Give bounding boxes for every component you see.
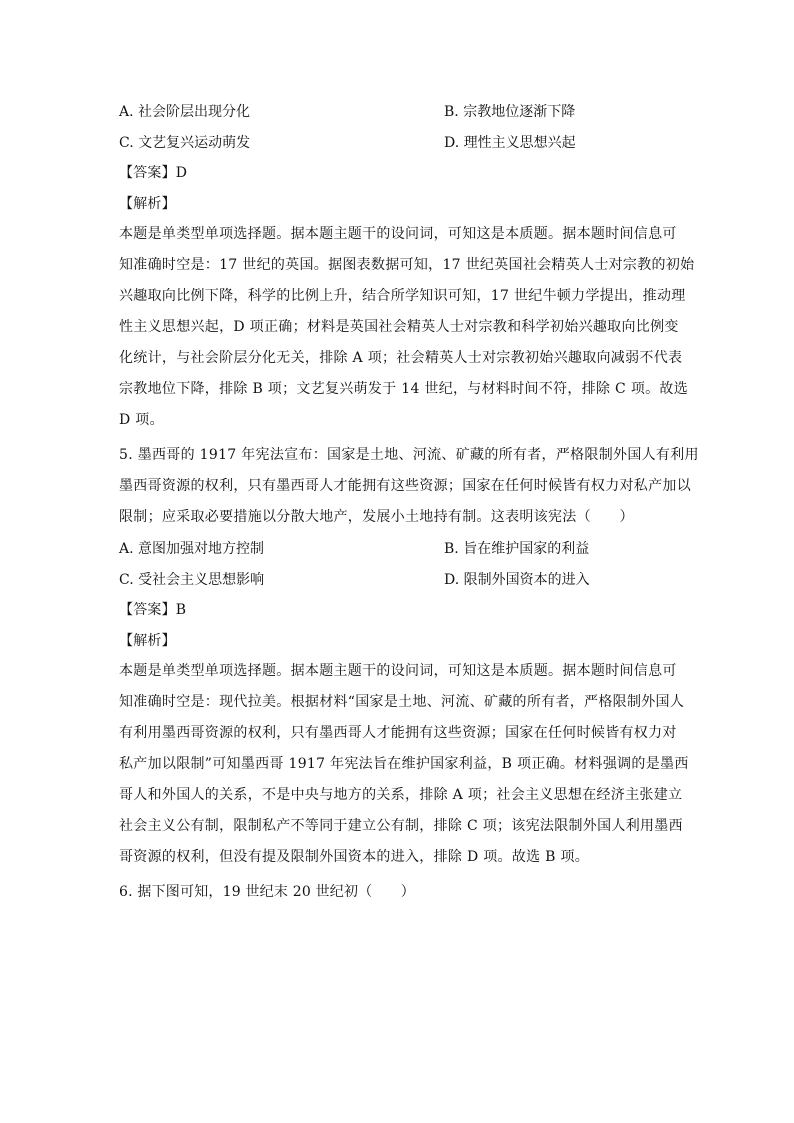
q5-analysis-line: 哥人和外国人的关系，不是中央与地方的关系，排除 A 项；社会主义思想在经济主张建立 (119, 787, 683, 803)
q4-analysis-line: 性主义思想兴起，D 项正确；材料是英国社会精英人士对宗教和科学初始兴趣取向比例变 (119, 319, 679, 335)
q4-analysis-line: 本题是单类型单项选择题。据本题主题干的设问词，可知这是本质题。据本题时间信息可 (119, 226, 677, 242)
q4-analysis-line: 兴趣取向比例下降，科学的比例上升，结合所学知识可知，17 世纪牛顿力学提出，推动理 (119, 288, 686, 304)
q5-analysis-line: 知准确时空是：现代拉美。根据材料“国家是土地、河流、矿藏的所有者，严格限制外国人 (119, 694, 685, 710)
q4-analysis-line: 宗教地位下降，排除 B 项；文艺复兴萌发于 14 世纪，与材料时间不符，排除 C 项。故选 (119, 381, 689, 397)
q4-option-d: D. 理性主义思想兴起 (444, 135, 576, 151)
q5-option-b: B. 旨在维护国家的利益 (444, 541, 590, 557)
q5-analysis-heading: 【解析】 (119, 633, 176, 649)
q4-analysis (119, 219, 695, 436)
q5-stem (119, 440, 699, 533)
q5-answer: 【答案】B (119, 602, 187, 618)
q5-analysis-line: 社会主义公有制，限制私产不等同于建立公有制，排除 C 项；该宪法限制外国人利用墨西 (119, 818, 683, 834)
q5-stem-line: 墨西哥资源的权利，只有墨西哥人才能拥有这些资源；国家在任何时候皆有权力对私产加以 (119, 478, 691, 494)
q5-analysis-line: 有利用墨西哥资源的权利，只有墨西哥人才能拥有这些资源；国家在任何时候皆有权力对 (119, 725, 677, 741)
q4-option-a: A. 社会阶层出现分化 (119, 104, 251, 120)
q4-option-c: C. 文艺复兴运动萌发 (119, 135, 251, 151)
q5-analysis-line: 私产加以限制”可知墨西哥 1917 年宪法旨在维护国家利益，B 项正确。材料强调的是墨西 (119, 756, 689, 772)
q5-option-d: D. 限制外国资本的进入 (444, 572, 590, 588)
q4-option-b: B. 宗教地位逐渐下降 (444, 104, 576, 120)
q4-analysis-heading: 【解析】 (119, 196, 176, 212)
q5-option-a: A. 意图加强对地方控制 (119, 541, 265, 557)
q5-option-c: C. 受社会主义思想影响 (119, 572, 265, 588)
q5-stem-line: 5. 墨西哥的 1917 年宪法宣布：国家是土地、河流、矿藏的所有者，严格限制外国人有利用 (119, 447, 699, 463)
q5-stem-line: 限制；应采取必要措施以分散大地产，发展小土地持有制。这表明该宪法（ ） (119, 509, 634, 525)
q5-analysis-line: 哥资源的权利，但没有提及限制外国资本的进入，排除 D 项。故选 B 项。 (119, 849, 590, 865)
q4-analysis-line: 知准确时空是：17 世纪的英国。据图表数据可知，17 世纪英国社会精英人士对宗教的初始 (119, 257, 695, 273)
q5-analysis-line: 本题是单类型单项选择题。据本题主题干的设问词，可知这是本质题。据本题时间信息可 (119, 663, 677, 679)
q6-stem: 6. 据下图可知，19 世纪末 20 世纪初（ ） (119, 884, 415, 900)
q4-analysis-line: 化统计，与社会阶层分化无关，排除 A 项；社会精英人士对宗教初始兴趣取向减弱不代表 (119, 350, 683, 366)
q5-analysis (119, 656, 689, 873)
q4-answer: 【答案】D (119, 165, 188, 181)
q4-analysis-line: D 项。 (119, 412, 164, 428)
